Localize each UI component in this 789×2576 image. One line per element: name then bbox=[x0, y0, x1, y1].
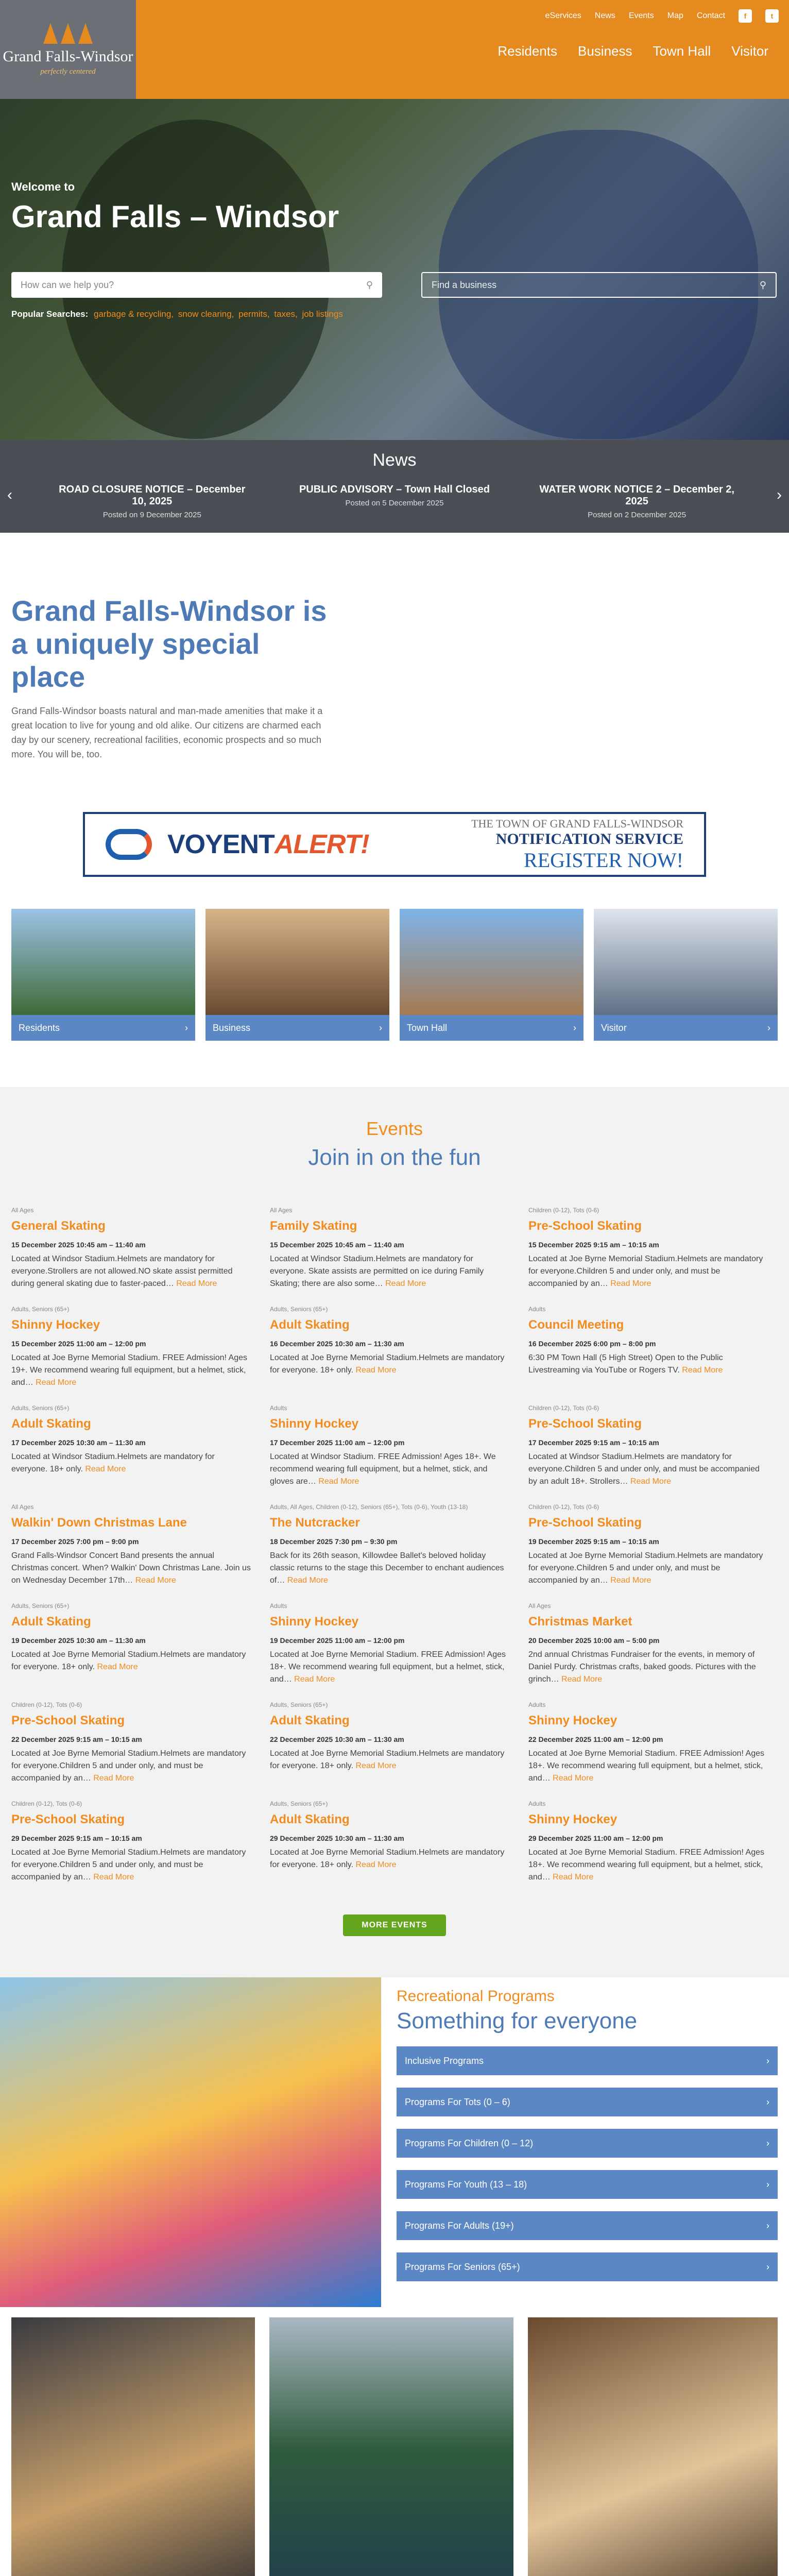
event-description-text: 6:30 PM Town Hall (5 High Street) Open to the Public Livestreaming via YouTube or Rogers TV. bbox=[528, 1353, 723, 1375]
event-card[interactable] bbox=[270, 1800, 510, 1884]
read-more-link[interactable]: Read More bbox=[355, 1860, 397, 1869]
event-ages: Adults, Seniors (65+) bbox=[270, 1306, 328, 1313]
tile-label: Town Hall bbox=[407, 1022, 448, 1033]
event-ages: Adults bbox=[270, 1404, 287, 1412]
popular-link-taxes[interactable]: taxes, bbox=[274, 309, 298, 319]
event-description bbox=[270, 1748, 510, 1785]
event-date: 16 December 2025 6:00 pm – 8:00 pm bbox=[528, 1340, 656, 1348]
event-ages: All Ages bbox=[11, 1503, 34, 1511]
event-date: 17 December 2025 9:15 am – 10:15 am bbox=[528, 1438, 659, 1447]
read-more-link[interactable]: Read More bbox=[682, 1366, 723, 1375]
chevron-right-icon: › bbox=[379, 1022, 382, 1033]
read-more-link[interactable]: Read More bbox=[385, 1279, 426, 1288]
event-description bbox=[270, 1352, 510, 1389]
intro-section bbox=[0, 533, 789, 780]
events-heading: Join in on the fun bbox=[308, 1145, 481, 1170]
event-title[interactable]: Walkin' Down Christmas Lane bbox=[11, 1516, 187, 1530]
event-ages: Adults bbox=[270, 1602, 287, 1609]
event-card[interactable] bbox=[270, 1503, 510, 1587]
program-label: Programs For Youth (13 – 18) bbox=[405, 2179, 527, 2190]
event-description bbox=[11, 1846, 251, 1884]
event-description-text: Located at Joe Byrne Memorial Stadium.Helmets are mandatory for everyone.Children 5 and under only, and must be accompanied by an… bbox=[528, 1255, 763, 1288]
event-description bbox=[11, 1352, 251, 1389]
event-card[interactable] bbox=[528, 1404, 768, 1488]
read-more-link[interactable]: Read More bbox=[553, 1873, 594, 1882]
event-ages: All Ages bbox=[270, 1207, 293, 1214]
read-more-link[interactable]: Read More bbox=[610, 1576, 651, 1585]
event-date: 15 December 2025 10:45 am – 11:40 am bbox=[270, 1241, 404, 1249]
event-description-text: Located at Joe Byrne Memorial Stadium. FREE Admission! Ages 18+. We recommend wearing full equipment, but a helmet, stick, and… bbox=[528, 1749, 764, 1783]
nav-town-hall[interactable]: Town Hall bbox=[653, 43, 711, 59]
program-button-children[interactable] bbox=[397, 2129, 778, 2158]
recreation-photo bbox=[0, 1977, 381, 2307]
read-more-link[interactable]: Read More bbox=[610, 1279, 651, 1288]
program-button-seniors[interactable] bbox=[397, 2252, 778, 2281]
event-description-text: 2nd annual Christmas Fundraiser for the events, in memory of Daniel Purdy. Christmas crafts, baked goods. Pictures with the grinch… bbox=[528, 1650, 756, 1684]
chevron-right-icon: › bbox=[766, 2096, 769, 2107]
event-card[interactable] bbox=[270, 1207, 510, 1290]
event-description-text: Located at Windsor Stadium.Helmets are mandatory for everyone. 18+ only. bbox=[11, 1452, 215, 1473]
facebook-icon[interactable]: f bbox=[739, 9, 752, 23]
popular-link-garbage[interactable]: garbage & recycling, bbox=[94, 309, 174, 319]
event-title[interactable]: Christmas Market bbox=[528, 1615, 632, 1629]
utility-link-events[interactable]: Events bbox=[628, 11, 654, 20]
hero-title: Grand Falls – Windsor bbox=[11, 199, 339, 234]
event-ages: Adults bbox=[528, 1800, 546, 1807]
tile-label: Residents bbox=[19, 1022, 60, 1033]
utility-link-contact[interactable]: Contact bbox=[696, 11, 725, 20]
tile-label: Business bbox=[213, 1022, 251, 1033]
hero-welcome: Welcome to bbox=[11, 180, 75, 193]
program-label: Programs For Children (0 – 12) bbox=[405, 2138, 534, 2148]
event-card[interactable] bbox=[528, 1701, 768, 1785]
event-description-text: Located at Windsor Stadium. FREE Admission! Ages 18+. We recommend wearing full equipment, but a helmet, stick, and gloves are… bbox=[270, 1452, 496, 1486]
chevron-right-icon: › bbox=[766, 2179, 769, 2190]
event-description-text: Located at Joe Byrne Memorial Stadium.Helmets are mandatory for everyone. 18+ only. bbox=[11, 1650, 246, 1671]
recreation-kicker: Recreational Programs bbox=[397, 1988, 555, 2005]
event-ages: Adults, All Ages, Children (0-12), Seniors (65+), Tots (0-6), Youth (13-18) bbox=[270, 1503, 468, 1511]
intro-body: Grand Falls-Windsor boasts natural and man-made amenities that make it a great location to live for young and old alike. Our citizens are charmed each day by our scenery, recreational facilities, economic prospects and so much more. You will be, too. bbox=[11, 706, 323, 759]
site-search-placeholder: How can we help you? bbox=[21, 279, 114, 290]
read-more-link[interactable]: Read More bbox=[36, 1378, 77, 1387]
chevron-right-icon: › bbox=[573, 1022, 576, 1033]
event-card[interactable] bbox=[528, 1800, 768, 1884]
tile-business[interactable] bbox=[205, 909, 389, 1041]
hero-banner bbox=[0, 99, 789, 440]
event-title[interactable]: Pre-School Skating bbox=[528, 1219, 642, 1233]
news-item-date: Posted on 9 December 2025 bbox=[102, 511, 201, 519]
search-icon[interactable]: ⚲ bbox=[366, 279, 373, 290]
nav-business[interactable]: Business bbox=[578, 43, 632, 59]
news-item[interactable] bbox=[54, 484, 250, 519]
event-date: 16 December 2025 10:30 am – 11:30 am bbox=[270, 1340, 404, 1348]
news-strip bbox=[0, 440, 789, 533]
event-date: 19 December 2025 10:30 am – 11:30 am bbox=[11, 1636, 146, 1645]
town-hall-image bbox=[400, 909, 584, 1015]
event-description bbox=[528, 1846, 768, 1884]
event-ages: Adults, Seniors (65+) bbox=[11, 1602, 70, 1609]
alert-line-2: NOTIFICATION SERVICE bbox=[495, 830, 683, 848]
event-description-text: Back for its 26th season, Killowdee Ballet's beloved holiday classic returns to the stage this December to enchant audiences of… bbox=[270, 1551, 504, 1585]
event-card[interactable] bbox=[11, 1800, 251, 1884]
event-title[interactable]: Adult Skating bbox=[270, 1318, 350, 1332]
event-date: 19 December 2025 9:15 am – 10:15 am bbox=[528, 1537, 659, 1546]
business-image bbox=[205, 909, 389, 1015]
read-more-link[interactable]: Read More bbox=[630, 1477, 672, 1486]
event-description-text: Located at Joe Byrne Memorial Stadium.Helmets are mandatory for everyone.Children 5 and under only, and must be accompanied by an… bbox=[528, 1551, 763, 1585]
event-description bbox=[270, 1649, 510, 1686]
event-date: 20 December 2025 10:00 am – 5:00 pm bbox=[528, 1636, 660, 1645]
alert-register: REGISTER NOW! bbox=[524, 848, 683, 872]
voyent-brand-name: VOYENT bbox=[167, 829, 275, 859]
event-description bbox=[11, 1451, 251, 1488]
diner-photo bbox=[528, 2317, 778, 2576]
event-title[interactable]: Shinny Hockey bbox=[270, 1417, 359, 1431]
event-description-text: Located at Joe Byrne Memorial Stadium. FREE Admission! Ages 18+. We recommend wearing full equipment, but a helmet, stick, and… bbox=[528, 1848, 764, 1882]
read-more-link[interactable]: Read More bbox=[85, 1465, 126, 1473]
event-title[interactable]: Pre-School Skating bbox=[528, 1417, 642, 1431]
event-ages: Children (0-12), Tots (0-6) bbox=[528, 1404, 599, 1412]
event-description-text: Grand Falls-Windsor Concert Band presents the annual Christmas concert. When? Walkin' Down Christmas Lane. Join us on Wednesday December 17th… bbox=[11, 1551, 251, 1585]
event-description bbox=[528, 1550, 768, 1587]
event-description-text: Located at Windsor Stadium.Helmets are mandatory for everyone.Children 5 and under only, and must be accompanied by an adult 18+. Strollers… bbox=[528, 1452, 760, 1486]
logo-title: Grand Falls-Windsor bbox=[3, 47, 133, 65]
nav-visitor[interactable]: Visitor bbox=[731, 43, 768, 59]
news-item-date: Posted on 2 December 2025 bbox=[588, 511, 687, 519]
event-title[interactable]: Adult Skating bbox=[270, 1714, 350, 1727]
news-item-title: WATER WORK NOTICE 2 – December 2, 2025 bbox=[539, 484, 734, 507]
event-description bbox=[270, 1253, 510, 1290]
business-search-input[interactable] bbox=[421, 272, 777, 298]
popular-link-jobs[interactable]: job listings bbox=[302, 309, 343, 319]
event-card[interactable] bbox=[11, 1503, 251, 1587]
event-ages: All Ages bbox=[528, 1602, 551, 1609]
event-card[interactable] bbox=[11, 1701, 251, 1785]
read-more-link[interactable]: Read More bbox=[355, 1366, 397, 1375]
event-ages: Children (0-12), Tots (0-6) bbox=[528, 1503, 599, 1511]
event-card[interactable] bbox=[11, 1306, 251, 1389]
utility-link-map[interactable]: Map bbox=[667, 11, 683, 20]
event-date: 15 December 2025 9:15 am – 10:15 am bbox=[528, 1241, 659, 1249]
singer-photo bbox=[11, 2317, 255, 2576]
chevron-right-icon: › bbox=[766, 2055, 769, 2066]
visitor-image bbox=[594, 909, 778, 1015]
event-description bbox=[270, 1550, 510, 1587]
read-more-link[interactable]: Read More bbox=[287, 1576, 328, 1585]
read-more-link[interactable]: Read More bbox=[553, 1774, 594, 1783]
read-more-link[interactable]: Read More bbox=[294, 1675, 335, 1684]
more-events-button[interactable]: MORE EVENTS bbox=[343, 1914, 446, 1936]
utility-nav bbox=[545, 9, 779, 23]
chevron-right-icon: › bbox=[185, 1022, 188, 1033]
event-date: 19 December 2025 11:00 am – 12:00 pm bbox=[270, 1636, 405, 1645]
read-more-link[interactable]: Read More bbox=[135, 1576, 176, 1585]
event-ages: Children (0-12), Tots (0-6) bbox=[528, 1207, 599, 1214]
event-description bbox=[11, 1748, 251, 1785]
site-header bbox=[0, 0, 789, 99]
event-date: 17 December 2025 11:00 am – 12:00 pm bbox=[270, 1438, 405, 1447]
event-title[interactable]: Council Meeting bbox=[528, 1318, 624, 1332]
events-grid bbox=[11, 1207, 778, 1884]
event-date: 15 December 2025 11:00 am – 12:00 pm bbox=[11, 1340, 146, 1348]
read-more-link[interactable]: Read More bbox=[176, 1279, 217, 1288]
event-card[interactable] bbox=[11, 1207, 251, 1290]
event-title[interactable]: Shinny Hockey bbox=[528, 1812, 618, 1826]
event-ages: Adults, Seniors (65+) bbox=[270, 1800, 328, 1807]
program-button-adults[interactable] bbox=[397, 2211, 778, 2240]
recreation-heading: Something for everyone bbox=[397, 2008, 638, 2033]
program-button-youth[interactable] bbox=[397, 2170, 778, 2199]
program-button-inclusive[interactable] bbox=[397, 2046, 778, 2075]
photo-row bbox=[0, 2317, 789, 2576]
utility-link-news[interactable]: News bbox=[594, 11, 615, 20]
event-ages: Children (0-12), Tots (0-6) bbox=[11, 1701, 82, 1708]
news-item-title: ROAD CLOSURE NOTICE – December 10, 2025 bbox=[59, 484, 246, 507]
popular-link-snow[interactable]: snow clearing, bbox=[178, 309, 234, 319]
tile-visitor[interactable] bbox=[594, 909, 778, 1041]
event-title[interactable]: Adult Skating bbox=[11, 1417, 91, 1431]
event-description bbox=[528, 1253, 768, 1290]
voyent-alert-banner[interactable] bbox=[83, 812, 706, 877]
event-date: 17 December 2025 7:00 pm – 9:00 pm bbox=[11, 1537, 139, 1546]
program-label: Inclusive Programs bbox=[405, 2055, 484, 2066]
event-date: 22 December 2025 10:30 am – 11:30 am bbox=[270, 1735, 404, 1743]
event-description-text: Located at Joe Byrne Memorial Stadium. FREE Admission! Ages 18+. We recommend wearing full equipment, but a helmet, stick, and… bbox=[270, 1650, 506, 1684]
event-description-text: Located at Windsor Stadium.Helmets are mandatory for everyone.Strollers are not allowed.NO skate assist permitted during general skating due to faster-paced… bbox=[11, 1255, 233, 1288]
event-description bbox=[11, 1649, 251, 1686]
popular-searches bbox=[11, 309, 345, 319]
chevron-right-icon: › bbox=[766, 2220, 769, 2231]
program-label: Programs For Tots (0 – 6) bbox=[405, 2096, 510, 2107]
voyent-brand-accent: ALERT! bbox=[274, 829, 369, 859]
voyent-brand bbox=[167, 829, 369, 860]
event-title[interactable]: General Skating bbox=[11, 1219, 106, 1233]
event-title[interactable]: Adult Skating bbox=[270, 1812, 350, 1826]
nav-residents[interactable]: Residents bbox=[498, 43, 557, 59]
events-kicker: Events bbox=[366, 1118, 423, 1139]
news-item[interactable] bbox=[297, 484, 492, 519]
event-ages: Children (0-12), Tots (0-6) bbox=[11, 1800, 82, 1807]
audience-tiles bbox=[0, 909, 789, 1041]
event-title[interactable]: Pre-School Skating bbox=[11, 1714, 125, 1727]
event-title[interactable]: Shinny Hockey bbox=[270, 1615, 359, 1629]
event-title[interactable]: Pre-School Skating bbox=[11, 1812, 125, 1826]
news-item[interactable] bbox=[539, 484, 735, 519]
event-date: 18 December 2025 7:30 pm – 9:30 pm bbox=[270, 1537, 398, 1546]
tile-town-hall[interactable] bbox=[400, 909, 584, 1041]
event-description bbox=[528, 1451, 768, 1488]
news-item-date: Posted on 5 December 2025 bbox=[345, 499, 444, 507]
event-description bbox=[11, 1253, 251, 1290]
event-description-text: Located at Joe Byrne Memorial Stadium.Helmets are mandatory for everyone. 18+ only. bbox=[270, 1749, 505, 1770]
event-title[interactable]: Pre-School Skating bbox=[528, 1516, 642, 1530]
event-card[interactable] bbox=[270, 1404, 510, 1488]
event-ages: Adults, Seniors (65+) bbox=[11, 1306, 70, 1313]
site-logo[interactable] bbox=[0, 0, 136, 99]
read-more-link[interactable]: Read More bbox=[561, 1675, 603, 1684]
voyent-logo-icon bbox=[106, 829, 152, 860]
canoe-photo bbox=[269, 2317, 513, 2576]
chevron-right-icon[interactable]: › bbox=[777, 486, 782, 503]
event-date: 29 December 2025 11:00 am – 12:00 pm bbox=[528, 1834, 663, 1842]
event-description-text: Located at Windsor Stadium.Helmets are mandatory for everyone. Skate assists are permitted on ice during Family Skating; there are also some… bbox=[270, 1255, 484, 1288]
tile-label: Visitor bbox=[601, 1022, 627, 1033]
main-nav bbox=[498, 43, 768, 59]
event-ages: Adults bbox=[528, 1701, 546, 1708]
read-more-link[interactable]: Read More bbox=[93, 1774, 134, 1783]
event-description bbox=[270, 1846, 510, 1884]
recreation-section bbox=[0, 1977, 789, 2307]
program-label: Programs For Adults (19+) bbox=[405, 2220, 514, 2231]
popular-link-permits[interactable]: permits, bbox=[238, 309, 270, 319]
program-button-tots[interactable] bbox=[397, 2088, 778, 2116]
program-label: Programs For Seniors (65+) bbox=[405, 2261, 520, 2272]
chevron-right-icon: › bbox=[767, 1022, 770, 1033]
event-description bbox=[528, 1748, 768, 1785]
event-title[interactable]: Shinny Hockey bbox=[528, 1714, 618, 1727]
intro-heading: Grand Falls-Windsor is a uniquely special place bbox=[11, 595, 327, 693]
event-date: 17 December 2025 10:30 am – 11:30 am bbox=[11, 1438, 146, 1447]
popular-searches-label: Popular Searches: bbox=[11, 309, 89, 319]
event-ages: All Ages bbox=[11, 1207, 34, 1214]
alert-line-1: THE TOWN OF GRAND FALLS-WINDSOR bbox=[471, 817, 683, 830]
event-card[interactable] bbox=[528, 1207, 768, 1290]
event-description bbox=[528, 1649, 768, 1686]
read-more-link[interactable]: Read More bbox=[93, 1873, 134, 1882]
event-card[interactable] bbox=[11, 1404, 251, 1488]
twitter-icon[interactable]: t bbox=[765, 9, 779, 23]
chevron-right-icon: › bbox=[766, 2261, 769, 2272]
event-description-text: Located at Joe Byrne Memorial Stadium.Helmets are mandatory for everyone. 18+ only. bbox=[270, 1848, 505, 1869]
logo-tagline: perfectly centered bbox=[40, 67, 96, 76]
event-card[interactable] bbox=[270, 1701, 510, 1785]
event-card[interactable] bbox=[528, 1503, 768, 1587]
chevron-right-icon: › bbox=[766, 2138, 769, 2148]
read-more-link[interactable]: Read More bbox=[97, 1663, 138, 1671]
event-description bbox=[528, 1352, 768, 1389]
event-card[interactable] bbox=[11, 1602, 251, 1686]
event-description-text: Located at Joe Byrne Memorial Stadium.Helmets are mandatory for everyone.Children 5 and under only, and must be accompanied by an… bbox=[11, 1749, 246, 1783]
read-more-link[interactable]: Read More bbox=[355, 1761, 397, 1770]
news-title: News bbox=[372, 450, 417, 470]
event-title[interactable]: The Nutcracker bbox=[270, 1516, 360, 1530]
chevron-left-icon[interactable]: ‹ bbox=[7, 486, 12, 503]
site-search-input[interactable] bbox=[11, 272, 382, 298]
event-description-text: Located at Joe Byrne Memorial Stadium.Helmets are mandatory for everyone.Children 5 and under only, and must be accompanied by an… bbox=[11, 1848, 246, 1882]
event-title[interactable]: Shinny Hockey bbox=[11, 1318, 100, 1332]
utility-link-eservices[interactable]: eServices bbox=[545, 11, 581, 20]
event-card[interactable] bbox=[270, 1306, 510, 1389]
event-date: 29 December 2025 9:15 am – 10:15 am bbox=[11, 1834, 142, 1842]
event-description bbox=[270, 1451, 510, 1488]
news-item-title: PUBLIC ADVISORY – Town Hall Closed bbox=[299, 484, 490, 495]
read-more-link[interactable]: Read More bbox=[318, 1477, 359, 1486]
tile-residents[interactable] bbox=[11, 909, 195, 1041]
business-search-placeholder: Find a business bbox=[432, 279, 497, 290]
logo-trees-icon bbox=[43, 23, 93, 44]
event-title[interactable]: Adult Skating bbox=[11, 1615, 91, 1629]
event-description-text: Located at Joe Byrne Memorial Stadium. FREE Admission! Ages 19+. We recommend wearing full equipment, but a helmet, stick, and… bbox=[11, 1353, 247, 1387]
events-section bbox=[0, 1087, 789, 1977]
event-ages: Adults bbox=[528, 1306, 546, 1313]
event-card[interactable] bbox=[528, 1602, 768, 1686]
event-date: 22 December 2025 11:00 am – 12:00 pm bbox=[528, 1735, 663, 1743]
search-icon[interactable]: ⚲ bbox=[759, 279, 766, 290]
event-date: 22 December 2025 9:15 am – 10:15 am bbox=[11, 1735, 142, 1743]
event-card[interactable] bbox=[528, 1306, 768, 1389]
event-card[interactable] bbox=[270, 1602, 510, 1686]
event-ages: Adults, Seniors (65+) bbox=[11, 1404, 70, 1412]
residents-image bbox=[11, 909, 195, 1015]
event-date: 29 December 2025 10:30 am – 11:30 am bbox=[270, 1834, 404, 1842]
event-date: 15 December 2025 10:45 am – 11:40 am bbox=[11, 1241, 146, 1249]
event-title[interactable]: Family Skating bbox=[270, 1219, 357, 1233]
event-description-text: Located at Joe Byrne Memorial Stadium.Helmets are mandatory for everyone. 18+ only. bbox=[270, 1353, 505, 1375]
event-ages: Adults, Seniors (65+) bbox=[270, 1701, 328, 1708]
event-description bbox=[11, 1550, 251, 1587]
